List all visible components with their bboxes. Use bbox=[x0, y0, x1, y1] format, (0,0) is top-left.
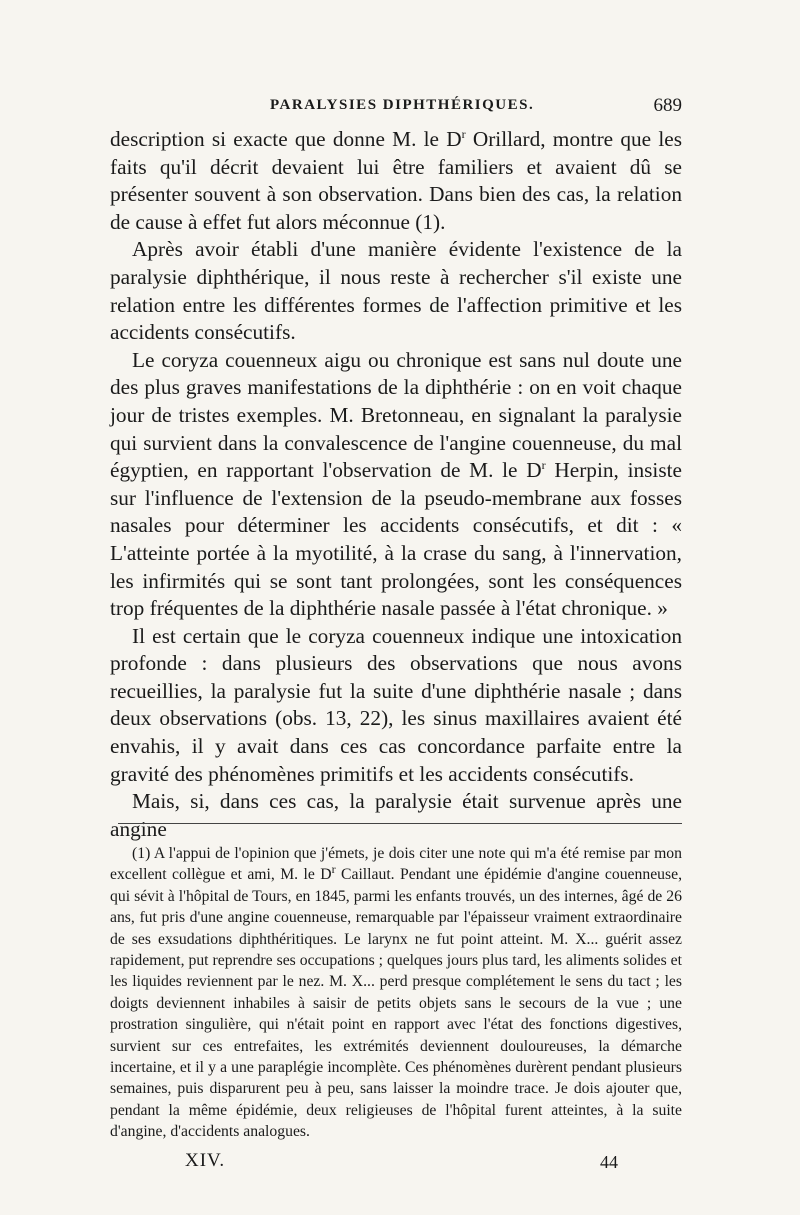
running-title: PARALYSIES DIPHTHÉRIQUES. bbox=[270, 97, 535, 113]
paragraph-2: Après avoir établi d'une manière évidente l'existence de la paralysie diphthérique, il nous reste à rechercher s'il existe une relation entre les différentes formes de l'affection primitive et les accidents consécutifs. bbox=[110, 237, 682, 345]
footnote-text-b: Caillaut. Pendant une épidémie d'angine couenneuse, qui sévit à l'hôpital de Tours, en 1845, parmi les enfants trouvés, un des internes, âgé de 26 ans, fut pris d'une angine couenneuse, remarquable par l'épaisseur vraiment extraordinaire de ses exsudations diphthéritiques. Le larynx ne fut point atteint. M. X... guérit assez rapidement, put reprendre ses occupations ; quelques jours plus tard, les aliments solides et les liquides reviennent par le nez. M. X... perd presque complétement le sens du tact ; les doigts deviennent inhabiles à saisir de petits objets sans le secours de la vue ; une prostration singulière, qui n'était point en rapport avec l'état des fonctions digestives, survient sur ces entrefaites, les extrémités deviennent douloureuses, la démarche incertaine, et il y a une paraplégie incomplète. Ces phénomènes durèrent pendant plusieurs semaines, puis disparurent peu à peu, sans laisser la moindre trace. Je dois ajouter que, pendant la même épidémie, deux religieuses de l'hôpital furent atteintes, à la suite d'angine, d'accidents analogues. bbox=[110, 866, 682, 1141]
paragraph-3-text-a: Le coryza couenneux aigu ou chronique est sans nul doute une des plus graves manifestations de la diphthérie : on en voit chaque jour de tristes exemples. M. Bretonneau, en signalant la paralysie qui survient dans la convalescence de l'angine couenneuse, du mal égyptien, en rapportant l'observation de M. le D bbox=[110, 347, 682, 483]
page-header bbox=[110, 97, 682, 121]
paragraph-1-superscript: r bbox=[461, 126, 466, 141]
page-number: 689 bbox=[653, 95, 682, 116]
paragraph-1-text-b: Orillard, montre que les faits qu'il décrit devaient lui être familiers et avaient dû se présenter souvent à son observation. Dans bien des cas, la relation de cause à effet fut alors méconnue (1). bbox=[110, 127, 682, 234]
footnote-text-a: (1) A l'appui de l'opinion que j'émets, je dois citer une note qui m'a été remise par mon excellent collègue et ami, M. le D bbox=[110, 845, 682, 884]
footnote-paragraph bbox=[110, 843, 682, 1143]
footnote-superscript: r bbox=[331, 862, 336, 877]
paragraph-1-text-a: description si exacte que donne M. le D bbox=[110, 127, 462, 151]
paragraph-3-superscript: r bbox=[541, 458, 546, 473]
footnote-rule bbox=[118, 823, 682, 824]
paragraph-3-text-b: Herpin, insiste sur l'influence de l'extension de la pseudo-membrane aux fosses nasales pour déterminer les accidents consécutifs, et dit : « L'atteinte portée à la myotilité, à la crase du sang, à l'innervation, les infirmités qui se sont tant prolongées, sont les conséquences trop fréquentes de la diphthérie nasale passée à l'état chronique. » bbox=[110, 458, 682, 621]
paragraph-5: Mais, si, dans ces cas, la paralysie était survenue après une angine bbox=[110, 789, 682, 841]
paragraph-4: Il est certain que le coryza couenneux indique une intoxication profonde : dans plusieurs des observations que nous avons recueillies, la paralysie fut la suite d'une diphthérie nasale ; dans deux observations (obs. 13, 22), les sinus maxillaires avaient été envahis, il y avait dans ces cas concordance parfaite entre la gravité des phénomènes primitifs et les accidents consécutifs. bbox=[110, 623, 682, 786]
paragraph-1 bbox=[110, 126, 682, 236]
sheet-number: 44 bbox=[600, 1152, 618, 1172]
body-text bbox=[110, 126, 682, 843]
paragraph-3 bbox=[110, 347, 682, 623]
footnote bbox=[110, 843, 682, 1143]
signature-mark: XIV. bbox=[185, 1150, 226, 1171]
